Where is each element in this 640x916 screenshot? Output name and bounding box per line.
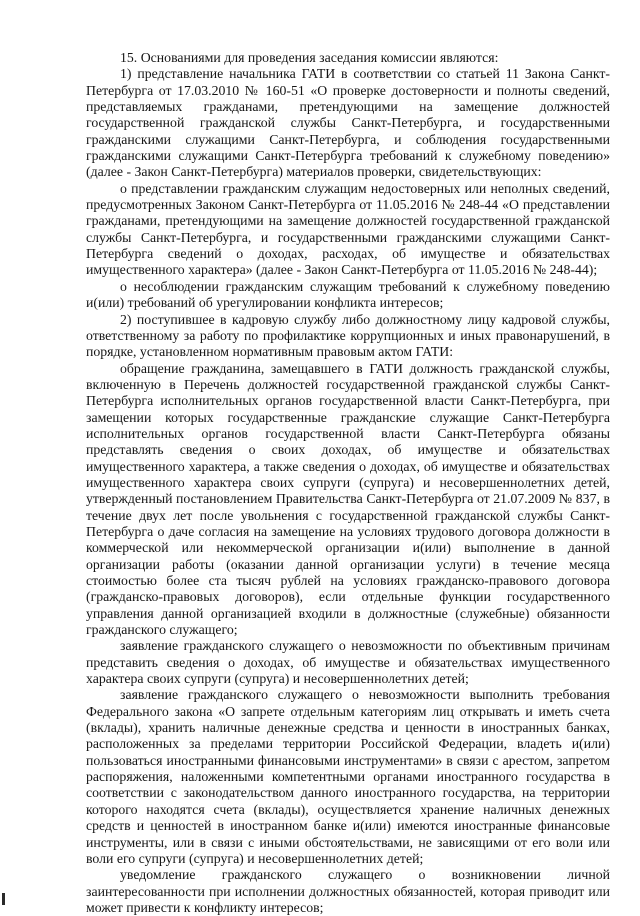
document-body bbox=[86, 50, 610, 916]
paragraph-conflict-of-interest-notice: уведомление гражданского служащего о возникновении личной заинтересованности при исполнении должностных обязанностей, которая приводит или может привести к конфликту интересов; bbox=[86, 867, 610, 915]
paragraph-conduct-violation: о несоблюдении гражданским служащим требований к служебному поведению и(или) требований об урегулировании конфликта интересов; bbox=[86, 278, 610, 311]
paragraph-false-information: о представлении гражданским служащим недостоверных или неполных сведений, предусмотренных Законом Санкт-Петербурга от 11.05.2016 № 248-44 «О представлении гражданами, претендующими на замещение должностей государственной гражданской службы Санкт-Петербурга, и государственными гражданскими служащими Санкт-Петербурга сведений о доходах, расходах, об имуществе и обязательствах имущественного характера» (далее - Закон Санкт-Петербурга от 11.05.2016 № 248-44); bbox=[86, 180, 610, 278]
paragraph-item-2: 2) поступившее в кадровую службу либо должностному лицу кадровой службы, ответственному за работу по профилактике коррупционных и иных правонарушений, в порядке, установленном нормативным правовым актом ГАТИ: bbox=[86, 311, 610, 360]
paragraph-foreign-accounts-impossibility: заявление гражданского служащего о невозможности выполнить требования Федерального закона «О запрете отдельным категориям лиц открывать и иметь счета (вклады), хранить наличные денежные средства и ценности в иностранных банках, расположенных за пределами территории Российской Федерации, владеть и(или) пользоваться иностранными финансовыми инструментами» в связи с арестом, запретом распоряжения, наложенными компетентными органами иностранного государства в соответствии с законодательством данного иностранного государства, на территории которого находятся счета (вклады), осуществляется хранение наличных денежных средств и ценностей в иностранном банке и(или) имеются иностранные финансовые инструменты, или в связи с иными обстоятельствами, не зависящими от его воли или воли его супруги (супруга) и несовершеннолетних детей; bbox=[86, 687, 610, 866]
paragraph-item-1: 1) представление начальника ГАТИ в соответствии со статьей 11 Закона Санкт-Петербурга от 17.03.2010 № 160-51 «О проверке достоверности и полноты сведений, представляемых гражданами, претендующими на замещение должностей государственной гражданской службы Санкт-Петербурга, и государственными гражданскими служащими Санкт-Петербурга, и соблюдения государственными гражданскими служащими Санкт-Петербурга требований к служебному поведению» (далее - Закон Санкт-Петербурга) материалов проверки, свидетельствующих: bbox=[86, 66, 610, 180]
paragraph-citizen-appeal: обращение гражданина, замещавшего в ГАТИ должность гражданской службы, включенную в Перечень должностей государственной гражданской службы Санкт-Петербурга исполнительных органов государственной власти Санкт-Петербурга, при замещении которых государственные гражданские служащие Санкт-Петербурга исполнительных органов государственной власти Санкт-Петербурга обязаны представлять сведения о своих доходах, об имуществе и обязательствах имущественного характера, а также сведения о доходах, об имуществе и обязательствах имущественного характера своих супруги (супруга) и несовершеннолетних детей, утвержденный постановлением Правительства Санкт-Петербурга от 21.07.2009 № 837, в течение двух лет после увольнения с государственной гражданской службы Санкт-Петербурга о даче согласия на замещение на условиях трудового договора должности в коммерческой или некоммерческой организации и(или) выполнение в данной организации работы (оказании данной организации услуги) в течение месяца стоимостью более ста тысяч рублей на условиях гражданско-правового договора (гражданско-правовых договоров), если отдельные функции государственного управления данной организацией входили в должностные (служебные) обязанности гражданского служащего; bbox=[86, 360, 610, 638]
scan-edge-mark bbox=[2, 893, 5, 905]
paragraph-income-statement-impossibility: заявление гражданского служащего о невозможности по объективным причинам представить сведения о доходах, об имуществе и обязательствах имущественного характера своих супруги (супруга) и несовершеннолетних детей; bbox=[86, 638, 610, 687]
paragraph-section-15-heading: 15. Основаниями для проведения заседания комиссии являются: bbox=[120, 50, 499, 65]
